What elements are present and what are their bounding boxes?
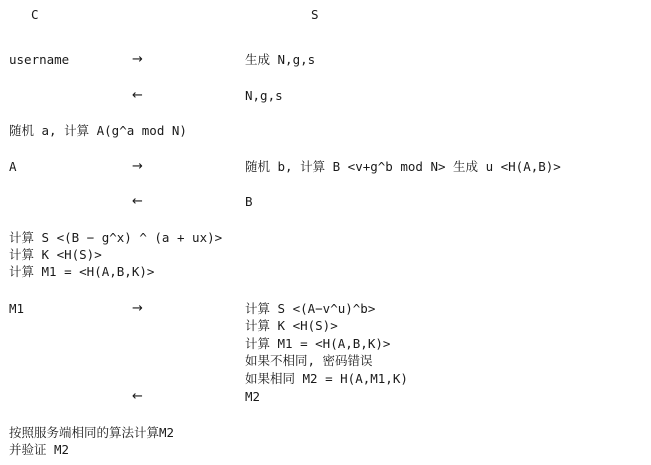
server-random-b: 随机 b, 计算 B <v+g^b mod N> 生成 u <H(A,B)> (245, 159, 561, 174)
right-arrow-icon: → (132, 159, 143, 174)
right-arrow-icon: → (132, 52, 143, 67)
left-arrow-icon: ← (132, 194, 143, 209)
left-arrow-icon: ← (132, 389, 143, 404)
client-column-header: C (31, 7, 39, 22)
server-compute-s: 计算 S <(A−v^u)^b> (245, 301, 376, 316)
server-generate-ngs: 生成 N,g,s (245, 52, 316, 67)
client-verify-m2: 并验证 M2 (9, 442, 70, 457)
server-ngs: N,g,s (245, 88, 283, 103)
server-compute-k: 计算 K <H(S)> (245, 318, 338, 333)
server-mismatch-error: 如果不相同, 密码错误 (245, 353, 373, 368)
client-random-a: 随机 a, 计算 A(g^a mod N) (9, 123, 187, 138)
left-arrow-icon: ← (132, 88, 143, 103)
client-m1: M1 (9, 301, 25, 316)
client-compute-m1: 计算 M1 = <H(A,B,K)> (9, 264, 155, 279)
server-b: B (245, 194, 253, 209)
client-compute-s: 计算 S <(B − g^x) ^ (a + ux)> (9, 230, 223, 245)
client-username: username (9, 52, 70, 67)
server-m2: M2 (245, 389, 261, 404)
client-compute-m2: 按照服务端相同的算法计算M2 (9, 425, 175, 440)
server-column-header: S (311, 7, 319, 22)
client-a: A (9, 159, 17, 174)
server-compute-m1: 计算 M1 = <H(A,B,K)> (245, 336, 391, 351)
client-compute-k: 计算 K <H(S)> (9, 247, 102, 262)
server-compute-m2: 如果相同 M2 = H(A,M1,K) (245, 371, 408, 386)
right-arrow-icon: → (132, 301, 143, 316)
